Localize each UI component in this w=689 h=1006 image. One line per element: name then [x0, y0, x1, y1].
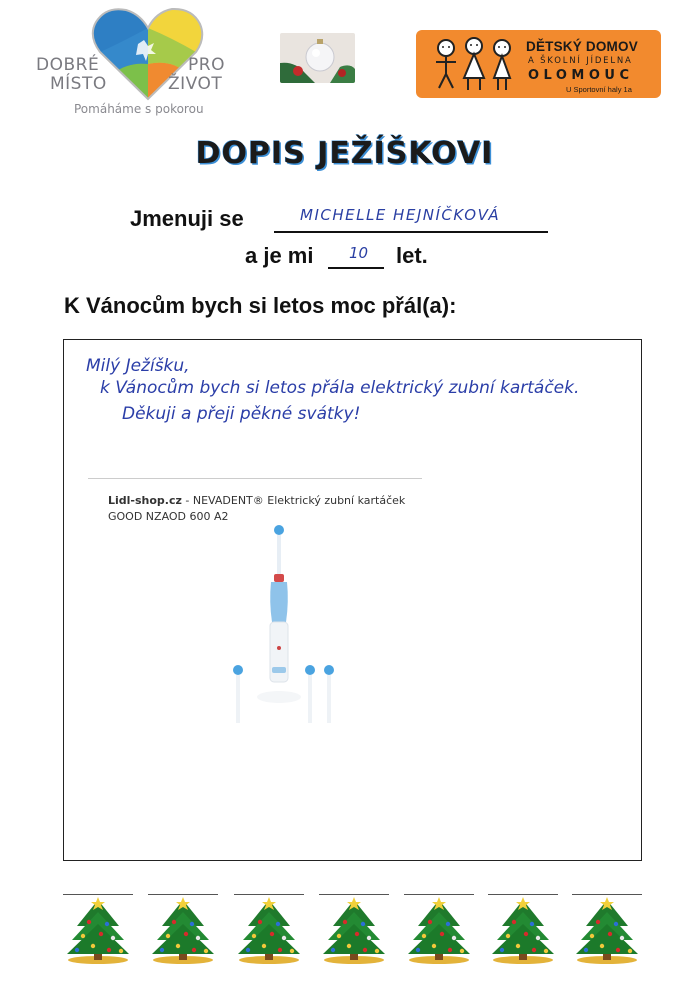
- age-label-post: let.: [396, 243, 428, 268]
- letter-line-3: Děkuji a přeji pěkné svátky!: [122, 404, 361, 424]
- tree-divider-line: [488, 894, 558, 895]
- orange-box-address: U Sportovní haly 1a: [566, 85, 632, 94]
- product-source: Lidl-shop.cz: [108, 494, 182, 507]
- christmas-ornament-photo: [280, 33, 355, 83]
- christmas-tree-icon: [234, 896, 304, 966]
- letter-line-1: Milý Ježíšku,: [86, 356, 190, 376]
- logo-word-3: PRO: [188, 55, 225, 75]
- christmas-tree-icon: [488, 896, 558, 966]
- orange-box-subtitle: A ŠKOLNÍ JÍDELNA: [528, 56, 633, 66]
- christmas-tree-icon: [572, 896, 642, 966]
- logo-word-1: DOBRÉ: [36, 55, 100, 75]
- wish-label: K Vánocům bych si letos moc přál(a):: [64, 293, 457, 318]
- product-divider: [88, 478, 422, 479]
- logo-tagline: Pomáháme s pokorou: [74, 102, 204, 116]
- orange-box-city: OLOMOUC: [528, 68, 634, 83]
- name-value: MICHELLE HEJNÍČKOVÁ: [300, 206, 501, 224]
- tree-divider-line: [404, 894, 474, 895]
- christmas-tree-icon: [319, 896, 389, 966]
- dobre-misto-logo: [28, 4, 238, 119]
- christmas-tree-icon: [63, 896, 133, 966]
- product-title: - NEVADENT® Elektrický zubní kartáček: [181, 494, 406, 507]
- age-label-pre: a je mi: [245, 243, 314, 268]
- age-value: 10: [349, 244, 369, 262]
- electric-toothbrush-image: [224, 522, 344, 762]
- children-drawing-icon: [424, 34, 524, 94]
- tree-divider-line: [234, 894, 304, 895]
- christmas-tree-icon: [404, 896, 474, 966]
- wish-box: [63, 339, 642, 861]
- tree-divider-line: [63, 894, 133, 895]
- letter-line-2: k Vánocům bych si letos přála elektrický zubní kartáček.: [100, 378, 580, 398]
- name-label: Jmenuji se: [130, 206, 244, 231]
- detsky-domov-logo: [416, 30, 661, 98]
- page-title: DOPIS JEŽÍŠKOVI: [195, 136, 494, 171]
- logo-word-4: ŽIVOT: [168, 74, 223, 94]
- name-underline: [274, 231, 548, 233]
- age-underline: [328, 267, 384, 269]
- christmas-tree-icon: [148, 896, 218, 966]
- logo-word-2: MÍSTO: [50, 74, 107, 94]
- tree-divider-line: [572, 894, 642, 895]
- product-name-line-1: [108, 494, 405, 507]
- orange-box-title: DĚTSKÝ DOMOV: [526, 39, 638, 54]
- product-name-line-2: GOOD NZAOD 600 A2: [108, 510, 229, 523]
- tree-divider-line: [148, 894, 218, 895]
- tree-divider-line: [319, 894, 389, 895]
